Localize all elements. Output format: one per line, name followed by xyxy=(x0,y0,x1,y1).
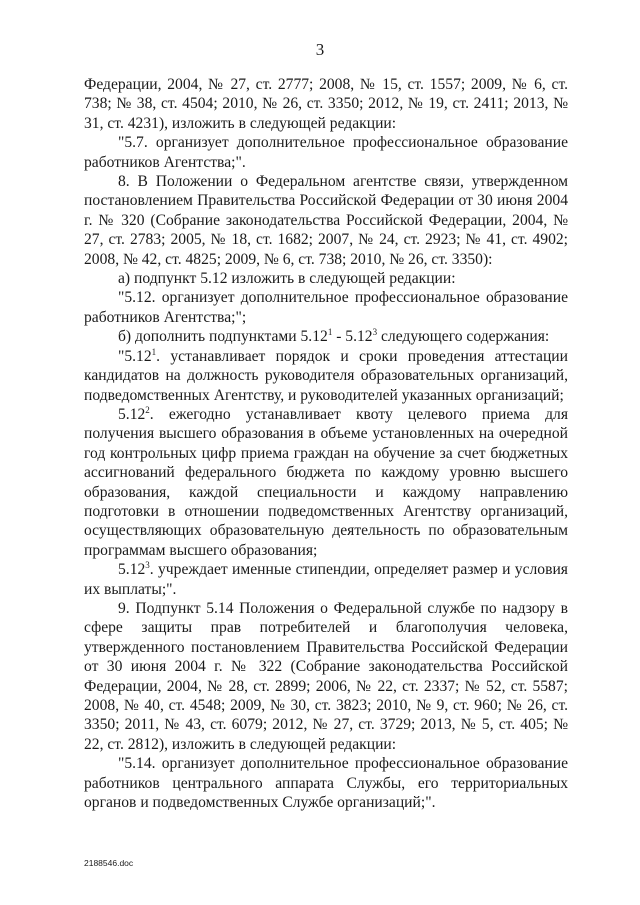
superscript: 2 xyxy=(145,404,150,415)
superscript: 1 xyxy=(151,346,157,357)
clause-text: . учреждает именные стипендии, определяет размер и условия их выплаты;". xyxy=(84,561,568,598)
clause-number: 5.12 xyxy=(118,405,146,423)
clause-number: 5.12 xyxy=(118,561,146,579)
page-number: 3 xyxy=(315,40,325,59)
subitem-b-text-b: - 5.12 xyxy=(332,328,373,346)
paragraph-item-9: 9. Подпункт 5.14 Положения о Федеральной службе по надзору в сфере защиты прав потребителей и благополучия человека, утвержденного постановлением Правительства Российской Федерации от 30 июня 2004 г. № 322 (Собрание законодательства Российской Федерации, 2004, № 28, ст. 2899; 2006, № 22, ст. 2337; № 52, ст. 5587; 2008, № 40, ст. 4548; 2009, № 30, ст. 3823; 2010, № 9, ст. 960; № 26, ст. 3350; 2011, № 43, ст. 6079; 2012, № 27, ст. 3729; 2013, № 5, ст. 405; № 22, ст. 2812), изложить в следующей редакции: xyxy=(84,599,568,753)
clause-text: . устанавливает порядок и сроки проведения аттестации кандидатов на должность руководителя образовательных организаций, подведомственных Агентству, и руководителей указанных организаций; xyxy=(84,347,568,404)
subitem-b-text-c: следующего содержания: xyxy=(377,328,550,346)
document-filename: 2188546.doc xyxy=(84,858,134,868)
paragraph-5-12-3 xyxy=(84,560,568,599)
clause-number: "5.12 xyxy=(118,347,152,365)
paragraph-5-12-text: "5.12. организует дополнительное профессиональное образование работников Агентства;"; xyxy=(84,289,568,326)
paragraph-5-12-2 xyxy=(84,405,568,560)
paragraph-5-14-text: "5.14. организует дополнительное профессиональное образование работников центрального аппарата Службы, его территориальных органов и подведомственных Службе организаций;". xyxy=(84,755,568,812)
subitem-b-text-a: б) дополнить подпунктами 5.12 xyxy=(118,328,328,346)
paragraph-item-8: 8. В Положении о Федеральном агентстве связи, утвержденном постановлением Правительства Российской Федерации от 30 июня 2004 г. № 320 (Собрание законодательства Российской Федерации, 2004, № 27, ст. 2783; 2005, № 18, ст. 1682; 2007, № 24, ст. 2923; № 41, ст. 4902; 2008, № 42, ст. 4825; 2009, № 6, ст. 738; 2010, № 26, ст. 3350): xyxy=(84,173,568,268)
paragraph-subitem-b xyxy=(84,327,568,346)
paragraph-citation-continuation: Федерации, 2004, № 27, ст. 2777; 2008, № 15, ст. 1557; 2009, № 6, ст. 738; № 38, ст. 4504; 2010, № 26, ст. 3350; 2012, № 19, ст. 2411; 2013, № 31, ст. 4231), изложить в следующей редакции: xyxy=(84,76,568,132)
superscript: 3 xyxy=(145,560,150,571)
superscript: 3 xyxy=(372,327,378,338)
document-body xyxy=(84,75,568,812)
clause-text: . ежегодно устанавливает квоту целевого приема для получения высшего образования в объеме установленных на очередной год контрольных цифр приема граждан на обучение за счет бюджетных ассигнований федерального бюджета по каждому уровню высшего образования, каждой специальности и каждому направлению подготовки в отношении подведомственных Агентству организаций, осуществляющих образовательную деятельность по образовательным программам высшего образования; xyxy=(84,405,568,559)
paragraph-subitem-a: а) подпункт 5.12 изложить в следующей редакции: xyxy=(118,270,456,288)
superscript: 1 xyxy=(327,327,333,338)
paragraph-5-12-1 xyxy=(84,347,568,405)
paragraph-5-7-text: "5.7. организует дополнительное профессиональное образование работников Агентства;". xyxy=(84,134,568,171)
